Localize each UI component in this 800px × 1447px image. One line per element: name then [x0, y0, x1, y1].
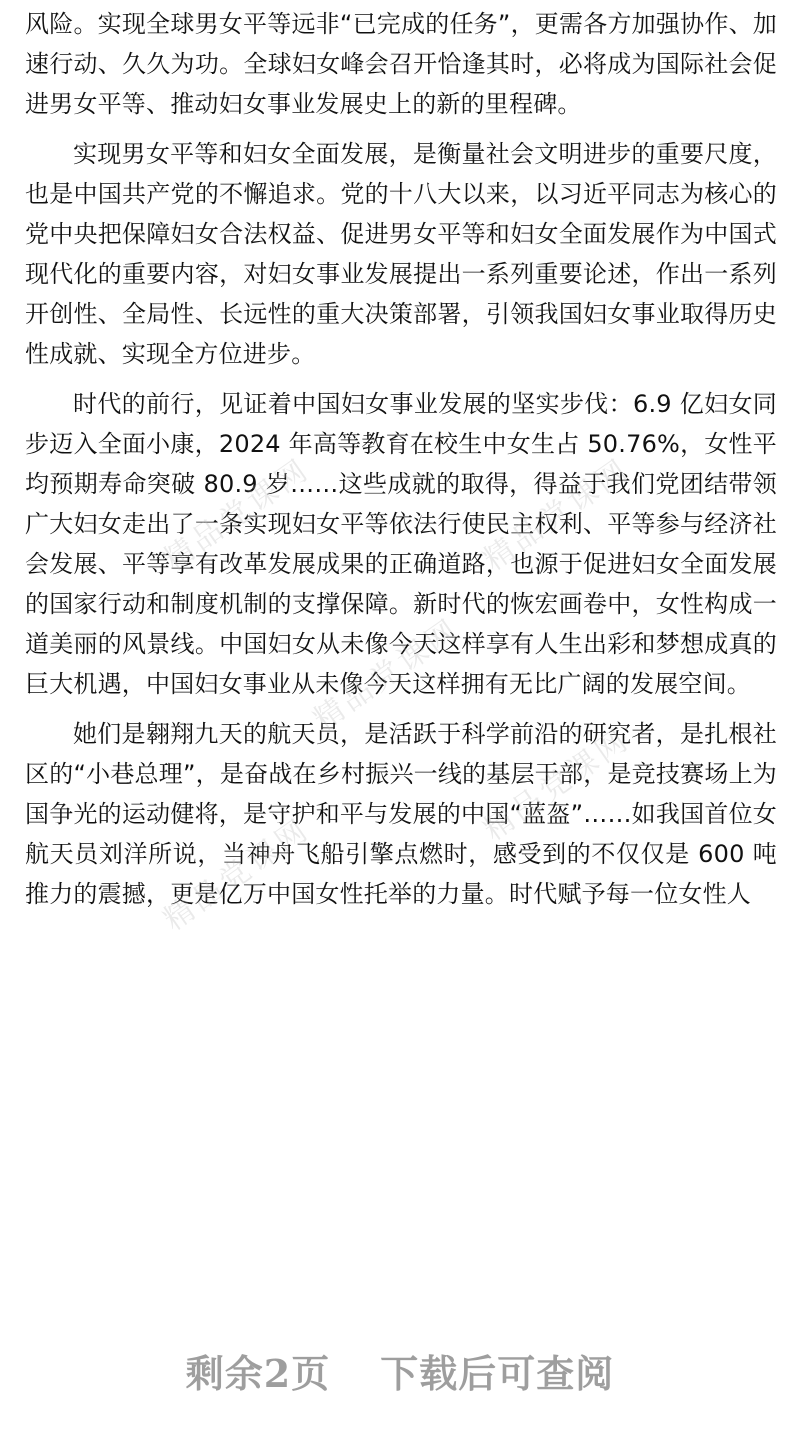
paragraph-3: 时代的前行，见证着中国妇女事业发展的坚实步伐：6.9 亿妇女同步迈入全面小康，2024 年高等教育在校生中女生占 50.76%，女性平均预期寿命突破 80.9 岁……这些成就的取得，得益于我们党团结带领广大妇女走出了一条实现妇女平等依法行使民主权利、平等参与经济社会发展、平等享有改革发展成果的正确道路，也源于促进妇女全面发展的国家行动和制度机制的支撑保障。新时代的恢宏画卷中，女性构成一道美丽的风景线。中国妇女从未像今天这样享有人生出彩和梦想成真的巨大机遇，中国妇女事业从未像今天这样拥有无比广阔的发展空间。 [25, 390, 777, 698]
paragraph-2: 实现男女平等和妇女全面发展，是衡量社会文明进步的重要尺度，也是中国共产党的不懈追求。党的十八大以来，以习近平同志为核心的党中央把保障妇女合法权益、促进男女平等和妇女全面发展作为中国式现代化的重要内容，对妇女事业发展提出一系列重要论述，作出一系列开创性、全局性、长远性的重大决策部署，引领我国妇女事业取得历史性成就、实现全方位进步。 [25, 140, 777, 368]
watermark: 精品党课网 [477, 451, 637, 578]
download-banner[interactable] [0, 1340, 800, 1400]
paragraph-4: 她们是翱翔九天的航天员，是活跃于科学前沿的研究者，是扎根社区的“小巷总理”，是奋战在乡村振兴一线的基层干部，是竞技赛场上为国争光的运动健将，是守护和平与发展的中国“蓝盔”……如我国首位女航天员刘洋所说，当神舟飞船引擎点燃时，感受到的不仅仅是 600 吨推力的震撼，更是亿万中国女性托举的力量。时代赋予每一位女性人 [25, 720, 777, 908]
remaining-pages-label[interactable]: 剩余2页 [185, 1350, 331, 1396]
watermark: 精品党课网 [477, 721, 637, 848]
watermark: 精品党课网 [307, 611, 467, 738]
paragraph-1: 风险。实现全球男女平等远非“已完成的任务”，更需各方加强协作、加速行动、久久为功。全球妇女峰会召开恰逢其时，必将成为国际社会促进男女平等、推动妇女事业发展史上的新的里程碑。 [25, 10, 777, 118]
document-body [25, 0, 777, 924]
watermark: 精品党课网 [157, 811, 317, 938]
watermark: 精品党课网 [157, 451, 317, 578]
download-prompt-label[interactable]: 下载后可查阅 [380, 1350, 615, 1396]
